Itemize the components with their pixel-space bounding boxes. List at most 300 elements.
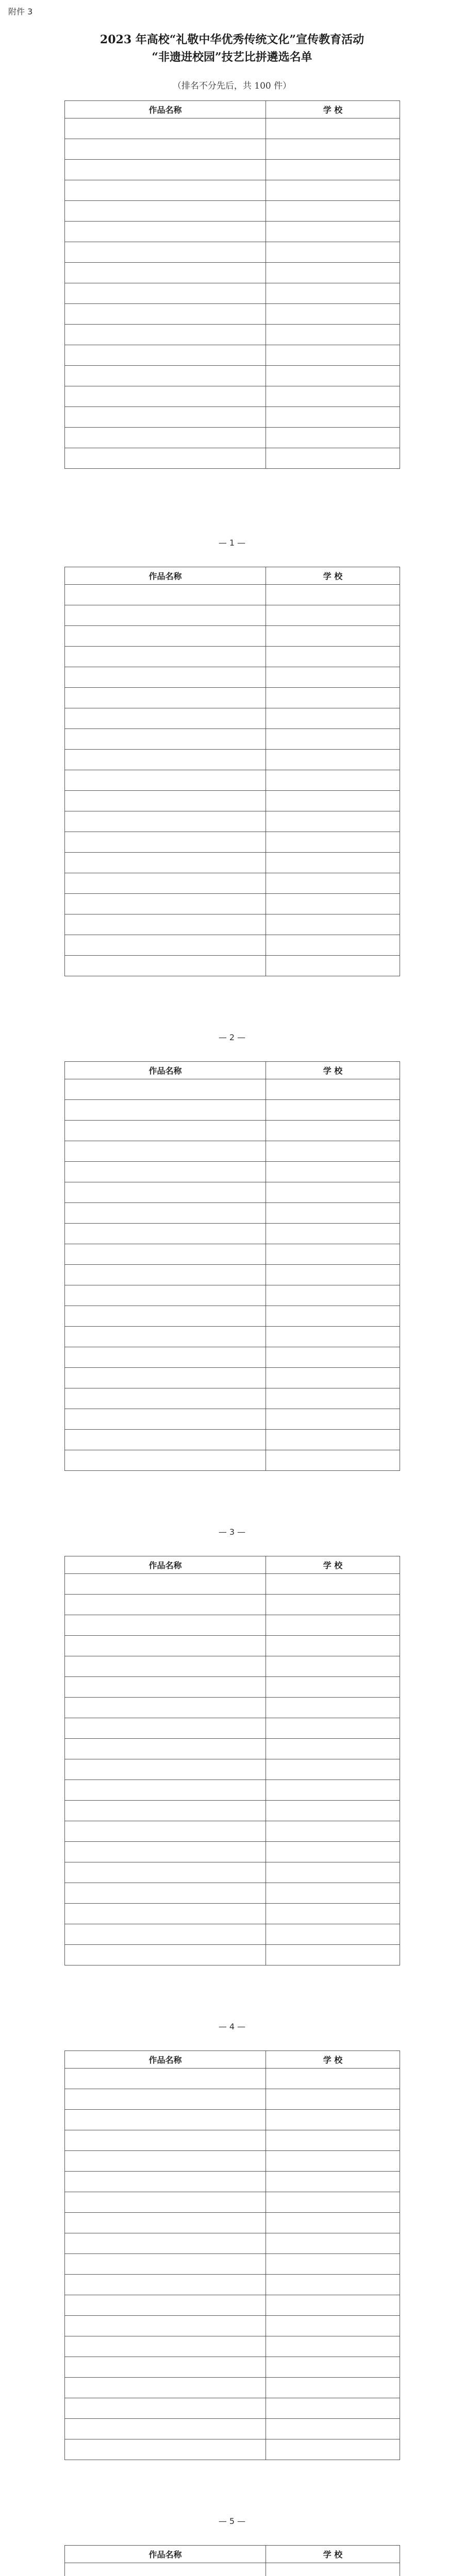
document-page [0, 1030, 464, 1525]
work-name-cell [65, 1368, 266, 1388]
table-row [65, 201, 400, 222]
work-name-cell [65, 1656, 266, 1677]
table-row [65, 1718, 400, 1739]
work-name-cell [65, 2398, 266, 2419]
school-cell [266, 935, 400, 956]
school-cell [266, 667, 400, 688]
work-name-cell [65, 1347, 266, 1368]
school-cell [266, 345, 400, 366]
school-cell [266, 1924, 400, 1945]
work-name-cell [65, 242, 266, 263]
work-name-cell [65, 1327, 266, 1347]
work-name-cell [65, 811, 266, 832]
school-cell [266, 791, 400, 811]
school-cell [266, 647, 400, 667]
table-header-row [65, 1062, 400, 1079]
ranking-note: （排名不分先后，共 100 件） [172, 81, 292, 91]
table-row [65, 2172, 400, 2192]
table-header-row [65, 1556, 400, 1574]
school-cell [266, 626, 400, 647]
work-name-header: 作品名称 [65, 2051, 266, 2069]
school-cell [266, 2233, 400, 2254]
school-cell [266, 2192, 400, 2213]
work-name-cell [65, 2357, 266, 2378]
school-header: 学 校 [266, 1556, 400, 1574]
school-cell [266, 873, 400, 894]
work-name-header: 作品名称 [65, 1556, 266, 1574]
work-name-cell [65, 1141, 266, 1162]
work-name-cell [65, 1306, 266, 1327]
table-row [65, 2275, 400, 2295]
school-cell [266, 2439, 400, 2460]
school-cell [266, 1759, 400, 1780]
selection-table [64, 2050, 400, 2460]
school-cell [266, 1203, 400, 1224]
selection-table [64, 100, 400, 469]
work-name-cell [65, 1636, 266, 1656]
school-cell [266, 1430, 400, 1450]
school-cell [266, 1327, 400, 1347]
school-cell [266, 1388, 400, 1409]
document-title-line-1: 2023 年高校“礼敬中华优秀传统文化”宣传教育活动 [100, 33, 364, 46]
school-cell [266, 1368, 400, 1388]
table-row [65, 2419, 400, 2439]
work-name-cell [65, 1821, 266, 1842]
work-name-cell [65, 750, 266, 770]
work-name-cell [65, 345, 266, 366]
work-name-cell [65, 1759, 266, 1780]
school-cell [266, 1698, 400, 1718]
work-name-cell [65, 1450, 266, 1471]
selection-table [64, 567, 400, 976]
table-row [65, 1224, 400, 1244]
table-row [65, 2316, 400, 2336]
work-name-cell [65, 1698, 266, 1718]
school-cell [266, 1842, 400, 1862]
work-name-cell [65, 688, 266, 708]
table-row [65, 1574, 400, 1595]
school-cell [266, 2254, 400, 2275]
table-row [65, 729, 400, 750]
work-name-cell [65, 1162, 266, 1182]
work-name-cell [65, 2069, 266, 2089]
work-name-header: 作品名称 [65, 1062, 266, 1079]
work-name-cell [65, 160, 266, 180]
table-row [65, 1862, 400, 1883]
table-row [65, 139, 400, 160]
school-cell [266, 1862, 400, 1883]
school-cell [266, 2151, 400, 2172]
school-cell [266, 1883, 400, 1904]
table-row [65, 1203, 400, 1224]
school-cell [266, 1595, 400, 1615]
table-row [65, 894, 400, 914]
school-cell [266, 1656, 400, 1677]
table-row [65, 1327, 400, 1347]
table-row [65, 956, 400, 976]
table-row [65, 2213, 400, 2233]
table-row [65, 2130, 400, 2151]
school-cell [266, 407, 400, 428]
table-row [65, 1079, 400, 1100]
work-name-cell [65, 1615, 266, 1636]
table-row [65, 1430, 400, 1450]
school-cell [266, 118, 400, 139]
school-header: 学 校 [266, 101, 400, 118]
school-cell [266, 1121, 400, 1141]
school-cell [266, 2295, 400, 2316]
work-name-cell [65, 770, 266, 791]
school-cell [266, 1141, 400, 1162]
school-cell [266, 2213, 400, 2233]
work-name-cell [65, 1842, 266, 1862]
work-name-cell [65, 325, 266, 345]
school-cell [266, 914, 400, 935]
work-name-cell [65, 2254, 266, 2275]
work-name-cell [65, 1801, 266, 1821]
table-row [65, 1347, 400, 1368]
work-name-cell [65, 1945, 266, 1965]
school-cell [266, 2398, 400, 2419]
school-cell [266, 1677, 400, 1698]
work-name-cell [65, 2419, 266, 2439]
school-cell [266, 1615, 400, 1636]
school-cell [266, 2378, 400, 2398]
work-name-cell [65, 1780, 266, 1801]
table-row [65, 750, 400, 770]
work-name-cell [65, 2233, 266, 2254]
work-name-cell [65, 180, 266, 201]
school-cell [266, 1224, 400, 1244]
school-cell [266, 2336, 400, 2357]
school-cell [266, 750, 400, 770]
table-header-row [65, 101, 400, 118]
work-name-cell [65, 1224, 266, 1244]
table-row [65, 1409, 400, 1430]
table-row [65, 914, 400, 935]
work-name-header: 作品名称 [65, 101, 266, 118]
work-name-cell [65, 647, 266, 667]
work-name-cell [65, 956, 266, 976]
school-header: 学 校 [266, 2546, 400, 2563]
table-row [65, 1636, 400, 1656]
school-cell [266, 853, 400, 873]
work-name-cell [65, 914, 266, 935]
work-name-cell [65, 1388, 266, 1409]
work-name-cell [65, 386, 266, 407]
table-row [65, 1368, 400, 1388]
work-name-cell [65, 2275, 266, 2295]
school-cell [266, 1347, 400, 1368]
table-row [65, 1100, 400, 1121]
work-name-cell [65, 2295, 266, 2316]
school-cell [266, 1574, 400, 1595]
table-row [65, 304, 400, 325]
school-cell [266, 729, 400, 750]
work-name-cell [65, 263, 266, 283]
table-row [65, 853, 400, 873]
school-cell [266, 2089, 400, 2110]
school-cell [266, 1409, 400, 1430]
table-row [65, 428, 400, 448]
document-page [0, 0, 464, 536]
table-row [65, 325, 400, 345]
school-cell [266, 1244, 400, 1265]
work-name-cell [65, 2378, 266, 2398]
table-row [65, 791, 400, 811]
school-cell [266, 1945, 400, 1965]
table-row [65, 1698, 400, 1718]
work-name-cell [65, 1595, 266, 1615]
table-row [65, 585, 400, 605]
table-row [65, 1924, 400, 1945]
school-cell [266, 605, 400, 626]
table-row [65, 242, 400, 263]
work-name-cell [65, 1718, 266, 1739]
table-row [65, 283, 400, 304]
table-row [65, 2563, 400, 2576]
school-cell [266, 1718, 400, 1739]
work-name-cell [65, 1203, 266, 1224]
table-row [65, 2110, 400, 2130]
work-name-cell [65, 1677, 266, 1698]
work-name-cell [65, 2213, 266, 2233]
table-row [65, 2233, 400, 2254]
page-number: — 2 — [218, 1032, 246, 1042]
table-row [65, 222, 400, 242]
work-name-cell [65, 222, 266, 242]
work-name-cell [65, 832, 266, 853]
table-row [65, 2336, 400, 2357]
school-cell [266, 585, 400, 605]
school-cell [266, 366, 400, 386]
selection-table [64, 2545, 400, 2576]
document-page [0, 536, 464, 1030]
page-number: — 3 — [218, 1527, 246, 1537]
school-cell [266, 201, 400, 222]
school-cell [266, 1739, 400, 1759]
table-row [65, 448, 400, 469]
school-cell [266, 894, 400, 914]
school-header: 学 校 [266, 1062, 400, 1079]
school-cell [266, 2316, 400, 2336]
page-number: — 5 — [218, 2516, 246, 2526]
table-row [65, 832, 400, 853]
table-header-row [65, 567, 400, 585]
school-cell [266, 688, 400, 708]
table-row [65, 688, 400, 708]
work-name-cell [65, 1739, 266, 1759]
selection-table [64, 1061, 400, 1471]
work-name-cell [65, 1430, 266, 1450]
work-name-cell [65, 1265, 266, 1285]
table-row [65, 1162, 400, 1182]
table-row [65, 1265, 400, 1285]
school-cell [266, 304, 400, 325]
work-name-cell [65, 2151, 266, 2172]
school-cell [266, 1265, 400, 1285]
school-cell [266, 180, 400, 201]
school-cell [266, 448, 400, 469]
document-page [0, 2020, 464, 2514]
work-name-header: 作品名称 [65, 2546, 266, 2563]
table-row [65, 1780, 400, 1801]
table-row [65, 2295, 400, 2316]
school-cell [266, 160, 400, 180]
attachment-label: 附件 3 [8, 7, 33, 16]
table-row [65, 1821, 400, 1842]
work-name-cell [65, 894, 266, 914]
school-cell [266, 1162, 400, 1182]
table-row [65, 708, 400, 729]
table-row [65, 1141, 400, 1162]
school-cell [266, 2419, 400, 2439]
school-cell [266, 2110, 400, 2130]
work-name-cell [65, 667, 266, 688]
work-name-cell [65, 1409, 266, 1430]
work-name-cell [65, 935, 266, 956]
school-cell [266, 1285, 400, 1306]
school-header: 学 校 [266, 2051, 400, 2069]
school-cell [266, 1821, 400, 1842]
work-name-cell [65, 605, 266, 626]
school-cell [266, 1801, 400, 1821]
work-name-cell [65, 448, 266, 469]
table-row [65, 1285, 400, 1306]
table-row [65, 1945, 400, 1965]
work-name-cell [65, 1182, 266, 1203]
work-name-cell [65, 708, 266, 729]
school-cell [266, 386, 400, 407]
table-row [65, 1388, 400, 1409]
work-name-cell [65, 873, 266, 894]
table-row [65, 118, 400, 139]
work-name-cell [65, 304, 266, 325]
school-header: 学 校 [266, 567, 400, 585]
table-row [65, 1759, 400, 1780]
school-cell [266, 1100, 400, 1121]
work-name-cell [65, 2316, 266, 2336]
work-name-cell [65, 2130, 266, 2151]
table-row [65, 935, 400, 956]
document-page [0, 2514, 464, 2576]
table-row [65, 1450, 400, 1471]
table-row [65, 1904, 400, 1924]
school-cell [266, 2357, 400, 2378]
table-row [65, 1244, 400, 1265]
school-cell [266, 1636, 400, 1656]
school-cell [266, 708, 400, 729]
work-name-cell [65, 1862, 266, 1883]
table-row [65, 263, 400, 283]
table-header-row [65, 2546, 400, 2563]
table-row [65, 1595, 400, 1615]
work-name-cell [65, 1924, 266, 1945]
page-number: — 4 — [218, 2022, 246, 2031]
table-row [65, 1842, 400, 1862]
table-row [65, 2069, 400, 2089]
school-cell [266, 1780, 400, 1801]
table-row [65, 647, 400, 667]
work-name-cell [65, 428, 266, 448]
table-row [65, 2254, 400, 2275]
work-name-cell [65, 585, 266, 605]
work-name-cell [65, 201, 266, 222]
school-cell [266, 1079, 400, 1100]
work-name-cell [65, 1285, 266, 1306]
work-name-cell [65, 139, 266, 160]
work-name-cell [65, 1079, 266, 1100]
work-name-cell [65, 729, 266, 750]
school-cell [266, 1306, 400, 1327]
work-name-cell [65, 626, 266, 647]
work-name-cell [65, 2563, 266, 2576]
document-page [0, 1525, 464, 2020]
school-cell [266, 2563, 400, 2576]
table-header-row [65, 2051, 400, 2069]
work-name-cell [65, 1883, 266, 1904]
table-row [65, 1656, 400, 1677]
table-row [65, 605, 400, 626]
school-cell [266, 1450, 400, 1471]
work-name-cell [65, 791, 266, 811]
school-cell [266, 283, 400, 304]
table-row [65, 811, 400, 832]
table-row [65, 873, 400, 894]
work-name-cell [65, 1244, 266, 1265]
table-row [65, 1739, 400, 1759]
work-name-cell [65, 1121, 266, 1141]
table-row [65, 386, 400, 407]
selection-table [64, 1556, 400, 1965]
table-row [65, 1801, 400, 1821]
school-cell [266, 325, 400, 345]
work-name-cell [65, 2110, 266, 2130]
school-cell [266, 139, 400, 160]
table-row [65, 1883, 400, 1904]
table-row [65, 2357, 400, 2378]
table-row [65, 160, 400, 180]
table-row [65, 366, 400, 386]
school-cell [266, 1904, 400, 1924]
table-row [65, 345, 400, 366]
work-name-cell [65, 2439, 266, 2460]
work-name-header: 作品名称 [65, 567, 266, 585]
table-row [65, 667, 400, 688]
table-row [65, 2151, 400, 2172]
work-name-cell [65, 366, 266, 386]
work-name-cell [65, 853, 266, 873]
work-name-cell [65, 118, 266, 139]
table-row [65, 1677, 400, 1698]
work-name-cell [65, 2089, 266, 2110]
document-title-line-2: “非遗进校园”技艺比拼遴选名单 [152, 50, 312, 64]
school-cell [266, 2275, 400, 2295]
table-row [65, 2378, 400, 2398]
school-cell [266, 263, 400, 283]
table-row [65, 1615, 400, 1636]
school-cell [266, 832, 400, 853]
work-name-cell [65, 1574, 266, 1595]
work-name-cell [65, 1100, 266, 1121]
table-row [65, 1306, 400, 1327]
school-cell [266, 770, 400, 791]
page-number: — 1 — [218, 538, 246, 548]
school-cell [266, 811, 400, 832]
school-cell [266, 242, 400, 263]
work-name-cell [65, 2192, 266, 2213]
work-name-cell [65, 1904, 266, 1924]
